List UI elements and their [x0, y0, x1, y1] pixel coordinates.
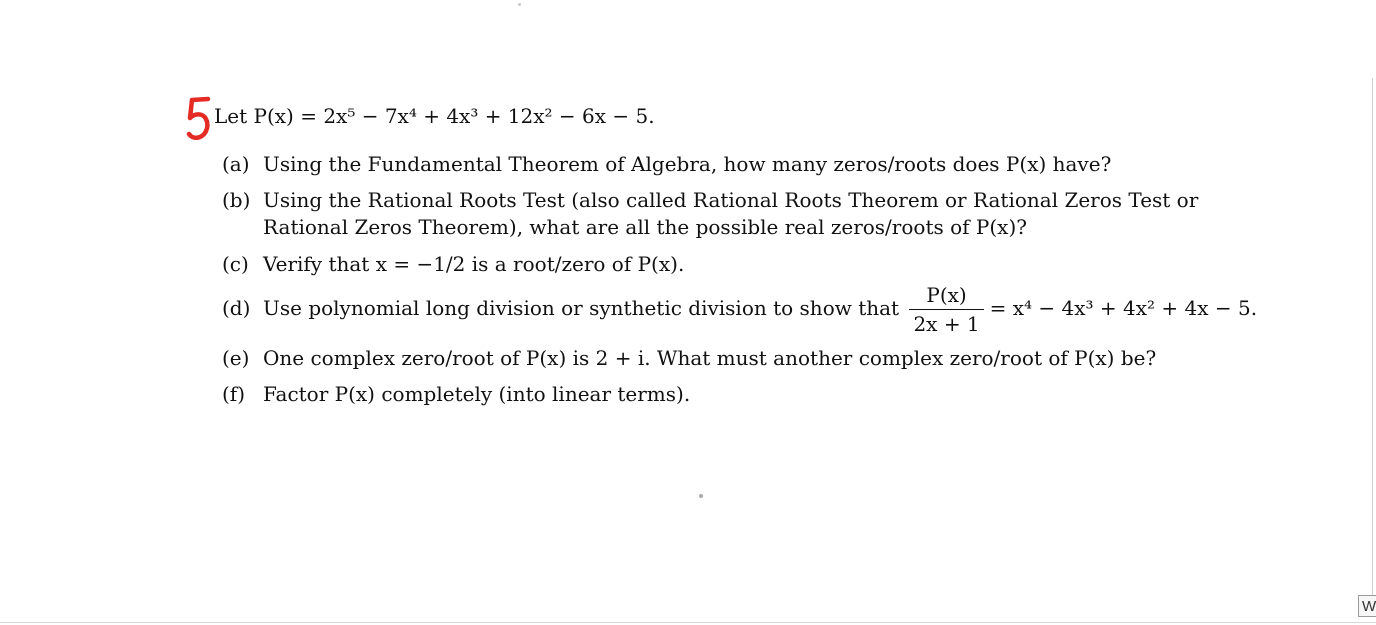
- part-d-text-after: = x⁴ − 4x³ + 4x² + 4x − 5.: [989, 296, 1258, 320]
- handwritten-five-icon: [186, 96, 212, 142]
- division-fraction: [909, 283, 983, 336]
- part-a-text: Using the Fundamental Theorem of Algebra, how many zeros/roots does P(x) have?: [263, 152, 1112, 176]
- part-f-text: Factor P(x) completely (into linear terms).: [263, 382, 691, 406]
- part-e: [222, 345, 1156, 372]
- fraction-numerator: P(x): [909, 283, 983, 310]
- bottom-divider: [0, 622, 1376, 623]
- part-c-text: Verify that x = −1/2 is a root/zero of P(x).: [263, 252, 685, 276]
- problem-number: [186, 96, 212, 142]
- stray-dot: [699, 494, 703, 498]
- part-b: [222, 187, 1198, 214]
- part-c-tag: (c): [222, 252, 249, 276]
- scroll-dot: [518, 3, 521, 6]
- part-a-tag: (a): [222, 152, 250, 176]
- part-d: [222, 283, 1257, 336]
- part-b-tag: (b): [222, 188, 251, 212]
- part-b-text-line1: Using the Rational Roots Test (also called Rational Roots Theorem or Rational Zeros Test or: [263, 188, 1199, 212]
- part-b-text-line2: Rational Zeros Theorem), what are all the possible real zeros/roots of P(x)?: [263, 215, 1027, 239]
- page-edge-line: [1372, 78, 1373, 598]
- fraction-denominator: 2x + 1: [913, 312, 980, 336]
- part-d-text-before: Use polynomial long division or synthetic division to show that: [263, 296, 900, 320]
- part-e-tag: (e): [222, 346, 250, 370]
- corner-w-button[interactable]: W: [1358, 595, 1376, 617]
- part-f-tag: (f): [222, 382, 246, 406]
- part-f: [222, 381, 690, 408]
- problem-statement: Let P(x) = 2x⁵ − 7x⁴ + 4x³ + 12x² − 6x − 5.: [214, 104, 655, 128]
- part-a: [222, 151, 1111, 178]
- part-c: [222, 251, 684, 278]
- part-e-text: One complex zero/root of P(x) is 2 + i. What must another complex zero/root of P(x) be?: [263, 346, 1157, 370]
- part-d-tag: (d): [222, 296, 251, 320]
